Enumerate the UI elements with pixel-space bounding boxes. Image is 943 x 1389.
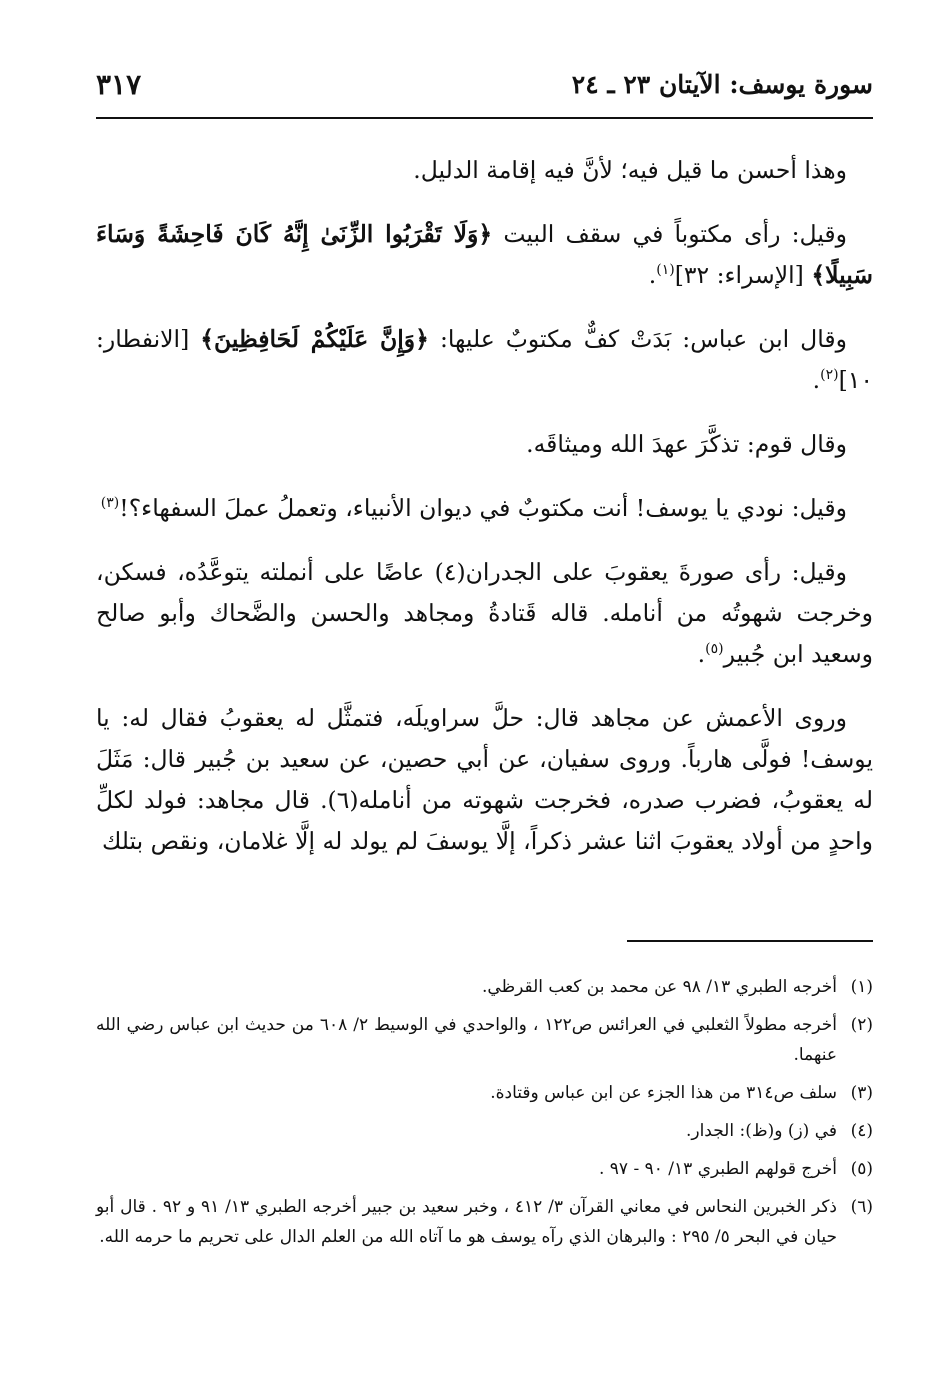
- quran-verse: ﴿وَإِنَّ عَلَيْكُمْ لَحَافِظِينَ﴾: [200, 325, 429, 353]
- footnote-text: ذكر الخبرين النحاس في معاني القرآن ٣/ ٤١٢ ، وخبر سعيد بن جبير أخرجه الطبري ١٣/ ٩١ و ٩٢ . قال أبو حيان في البحر ٥/ ٢٩٥ : والبرهان الذي رآه يوسف هو ما آتاه الله من العلم الدال على تحريم ما حرمه الله.: [96, 1197, 837, 1247]
- header-title: سورة يوسف: الآيتان ٢٣ ـ ٢٤: [571, 70, 873, 99]
- paragraph-5: [96, 488, 873, 529]
- paragraph-text: وقيل: رأى صورةَ يعقوبَ على الجدران(٤) عاضًا على أنملته يتوعَّدُه، فسكن، وخرجت شهوتُه من أنامله. قاله قَتادةُ ومجاهد والحسن والضَّحاك وأبو صالح وسعيد ابن جُبير: [96, 558, 873, 668]
- footnote: [96, 1078, 873, 1108]
- footnote-number: (٦): [850, 1197, 873, 1217]
- page-number: ٣١٧: [96, 68, 142, 101]
- paragraph-7: [96, 698, 873, 862]
- footnote: [96, 1154, 873, 1184]
- surah-reference: [الإسراء: ٣٢]: [674, 261, 804, 289]
- paragraph-2: وقيل: رأى مكتوباً في سقف البيت ﴿وَلَا تَقْرَبُوا الزِّنَىٰ إِنَّهُ كَانَ فَاحِشَةً وَسَاءَ سَبِيلًا﴾ [الإسراء: ٣٢]$^{(١)}$.: [96, 220, 873, 289]
- main-text: [96, 150, 873, 885]
- footnote-text: أخرج قولهم الطبري ١٣/ ٩٠ - ٩٧ .: [598, 1159, 837, 1179]
- paragraph-text: وقيل: رأى مكتوباً في سقف البيت: [503, 220, 847, 248]
- quran-verse: ﴿وَلَا تَقْرَبُوا الزِّنَىٰ إِنَّهُ كَانَ فَاحِشَةً وَسَاءَ سَبِيلًا﴾: [96, 220, 873, 289]
- footnote-number: (٤): [850, 1121, 873, 1141]
- running-header: [96, 62, 873, 114]
- footnote-ref: (٣): [100, 495, 120, 512]
- footnote: [96, 1010, 873, 1070]
- paragraph-text: وروى الأعمش عن مجاهد قال: حلَّ سراويلَه، فتمثَّل له يعقوبُ فقال له: يا يوسف! فولَّى هارباً. وروى سفيان، عن أبي حصين، عن سعيد بن جُبير قال: مَثَلَ له يعقوبُ، فضرب صدره، فخرجت شهوته من أنامله(٦). قال مجاهد: فولد لكلِّ واحدٍ من أولاد يعقوبَ اثنا عشر ذكراً، إلَّا يوسفَ لم يولد له إلَّا غلامان، ونقص بتلك: [96, 704, 873, 855]
- footnote-ref: (٢): [820, 367, 839, 384]
- footnote-text: أخرجه مطولاً الثعلبي في العرائس ص١٢٢ ، والواحدي في الوسيط ٢/ ٦٠٨ من حديث ابن عباس رضي الله عنهما.: [96, 1015, 838, 1065]
- surah-reference: [الانفطار: ١٠]: [96, 325, 873, 394]
- footnote-number: (١): [850, 977, 873, 997]
- paragraph-text: وقال ابن عباس: بَدَتْ كفٌّ مكتوبٌ عليها:: [439, 325, 847, 353]
- header-rule: [96, 117, 873, 119]
- footnote-separator: [627, 940, 873, 942]
- footnote-number: (٥): [850, 1159, 873, 1179]
- footnote-text: سلف ص٣١٤ من هذا الجزء عن ابن عباس وقتادة.: [490, 1083, 837, 1103]
- footnote: [96, 1116, 873, 1146]
- footnote: [96, 972, 873, 1002]
- footnote: [96, 1192, 873, 1252]
- paragraph-4: [96, 424, 873, 465]
- paragraph-text: وقال قوم: تذكَّرَ عهدَ الله وميثاقَه.: [526, 430, 847, 458]
- footnote-ref: (٥): [705, 641, 724, 658]
- paragraph-6: وقيل: رأى صورةَ يعقوبَ على الجدران(٤) عاضًا على أنملته يتوعَّدُه، فسكن، وخرجت شهوتُه من أنامله. قاله قَتادةُ ومجاهد والحسن والضَّحاك وأبو صالح وسعيد ابن جُبير$^{(٥)}$.: [96, 558, 873, 668]
- footnote-number: (٣): [850, 1083, 873, 1103]
- paragraph-text: وقيل: نودي يا يوسف! أنت مكتوبٌ في ديوان الأنبياء، وتعملُ عملَ السفهاء؟!: [119, 494, 847, 522]
- footnote-text: في (ز) و(ظ): الجدار.: [685, 1121, 837, 1141]
- paragraph-3: وقال ابن عباس: بَدَتْ كفٌّ مكتوبٌ عليها: ﴿وَإِنَّ عَلَيْكُمْ لَحَافِظِينَ﴾ [الانفطار: ١٠]$^{(٢)}$.: [96, 325, 873, 394]
- footnote-text: أخرجه الطبري ١٣/ ٩٨ عن محمد بن كعب القرظي.: [482, 977, 837, 997]
- paragraph-text: وهذا أحسن ما قيل فيه؛ لأنَّ فيه إقامة الدليل.: [413, 156, 847, 184]
- paragraph-1: [96, 150, 873, 191]
- footnote-number: (٢): [850, 1015, 873, 1035]
- footnote-ref: (١): [656, 262, 675, 279]
- footnotes: [96, 972, 873, 1260]
